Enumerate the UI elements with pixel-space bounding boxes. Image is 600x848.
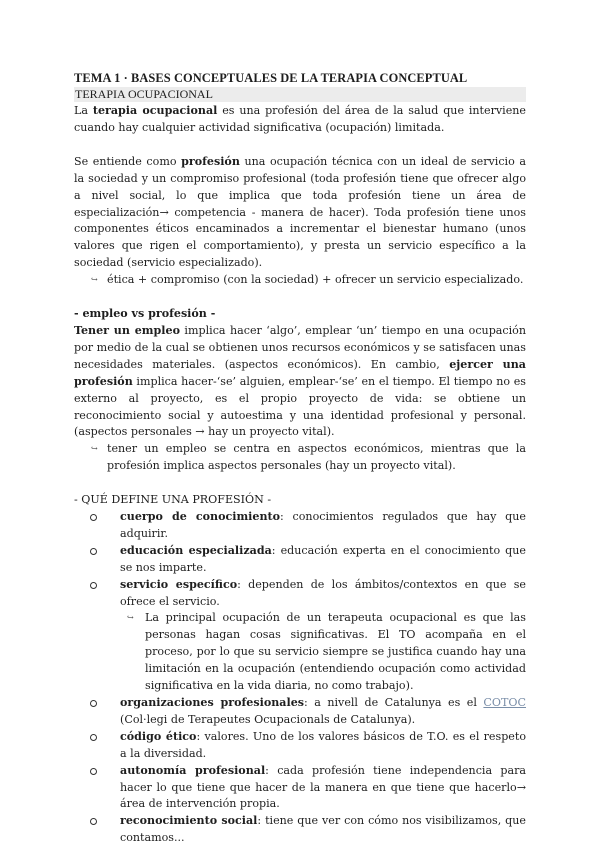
bold-term: organizaciones profesionales	[120, 696, 304, 709]
text-span: : cada profesión tiene independencia para hacer lo que tiene que hacer de la manera en que tiene que hacerlo→ área de intervención propia.	[120, 763, 526, 811]
circle-bullet-icon	[90, 734, 97, 741]
text-span: : tiene que ver con cómo nos visibilizamos, que contamos...	[120, 814, 526, 845]
bold-term: código ético	[120, 729, 197, 743]
bold-term: ejercer una profesión	[74, 357, 526, 388]
bold-term: Tener un empleo	[74, 323, 180, 337]
document-title: TEMA 1 · BASES CONCEPTUALES DE LA TERAPIA CONCEPTUAL	[74, 71, 468, 85]
arrow-icon: ↪	[91, 275, 98, 285]
list-item	[74, 695, 526, 729]
bold-term: terapia ocupacional	[92, 104, 218, 117]
text-span: una ocupación técnica con un ideal de servicio a la sociedad y un compromiso profesional (toda profesión tiene que ofrecer algo a nivel social, lo que implica que toda profesión tiene un área de especialización→ competencia - manera de hacer). Toda profesión tiene unos componentes éticos encaminados a incrementar el bienestar humano (unos valores que rigen el comportamiento), y presta un servicio específico a la sociedad (servicio especializado).	[74, 154, 526, 270]
empleo-heading: - empleo vs profesión -	[74, 307, 216, 321]
text-span: : conocimientos regulados que hay que adquirir.	[120, 510, 526, 540]
circle-bullet-icon	[90, 514, 97, 521]
bold-term: profesión	[181, 154, 240, 168]
list-item	[74, 543, 526, 577]
text-span: La principal ocupación de un terapeuta ocupacional es que las personas hagan cosas significativas. El TO acompaña en el proceso, por lo que su servicio siempre se justifica cuando hay una limitación en la ocupación (entendiendo ocupación como actividad significativa en la vida diaria, no como trabajo).	[145, 611, 526, 693]
arrow-note	[74, 441, 526, 475]
bold-term: educación especializada	[120, 543, 272, 557]
document-page	[74, 70, 526, 847]
circle-bullet-icon	[90, 700, 97, 707]
text-span: : a nivell de Catalunya es el	[304, 696, 484, 709]
circle-bullet-icon	[90, 818, 97, 825]
text-span: tener un empleo se centra en aspectos económicos, mientras que la profesión implica aspectos personales (hay un proyecto vital).	[107, 442, 526, 473]
bold-term: cuerpo de conocimiento	[120, 510, 281, 524]
text-span: implica hacer-‘se’ alguien, emplear-‘se’ en el tiempo. El tiempo no es externo al proyecto, es el propio proyecto de vida: se obtiene un reconocimiento social y autoestima y una identidad profesional y personal. (aspectos personales → hay un proyecto vital).	[74, 374, 526, 439]
arrow-icon: ↪	[91, 444, 98, 454]
text-span: Se entiende como	[74, 154, 182, 168]
text-span: implica hacer ‘algo’, emplear ‘un’ tiempo en una ocupación por medio de la cual se obtienen unos recursos económicos y se satisfacen unas necesidades materiales. (aspectos económicos). En cambio,	[74, 323, 526, 371]
circle-bullet-icon	[90, 548, 97, 555]
text-span: es una profesión del área de la salud que interviene cuando hay cualquier actividad significativa (ocupación) limitada.	[74, 104, 526, 134]
text-span: La	[74, 104, 93, 117]
intro-paragraph	[74, 103, 526, 137]
list-item	[74, 813, 526, 847]
profesion-paragraph	[74, 154, 526, 272]
bold-term: autonomía profesional	[120, 763, 266, 777]
list-item	[74, 729, 526, 763]
text-span: ética + compromiso (con la sociedad) + ofrecer un servicio especializado.	[107, 273, 524, 287]
arrow-icon: ↪	[127, 613, 134, 623]
circle-bullet-icon	[90, 768, 97, 775]
text-span: : dependen de los ámbitos/contextos en que se ofrece el servicio.	[120, 577, 526, 608]
arrow-note	[74, 610, 526, 695]
section-heading: TERAPIA OCUPACIONAL	[74, 87, 526, 102]
circle-bullet-icon	[90, 582, 97, 589]
empleo-paragraph	[74, 323, 526, 441]
text-span: (Col·legi de Terapeutes Ocupacionals de Catalunya).	[120, 712, 416, 726]
text-span: : educación experta en el conocimiento que se nos imparte.	[120, 543, 526, 574]
list-item	[74, 577, 526, 611]
list-item	[74, 763, 526, 814]
bold-term: reconocimiento social	[120, 814, 258, 828]
arrow-note	[74, 272, 526, 289]
cotoc-link[interactable]: COTOC	[483, 696, 526, 709]
bold-term: servicio específico	[120, 577, 238, 591]
text-span: : valores. Uno de los valores básicos de T.O. es el respeto a la diversidad.	[120, 729, 526, 760]
define-heading: - QUÉ DEFINE UNA PROFESIÓN -	[74, 493, 272, 507]
list-item	[74, 509, 526, 543]
